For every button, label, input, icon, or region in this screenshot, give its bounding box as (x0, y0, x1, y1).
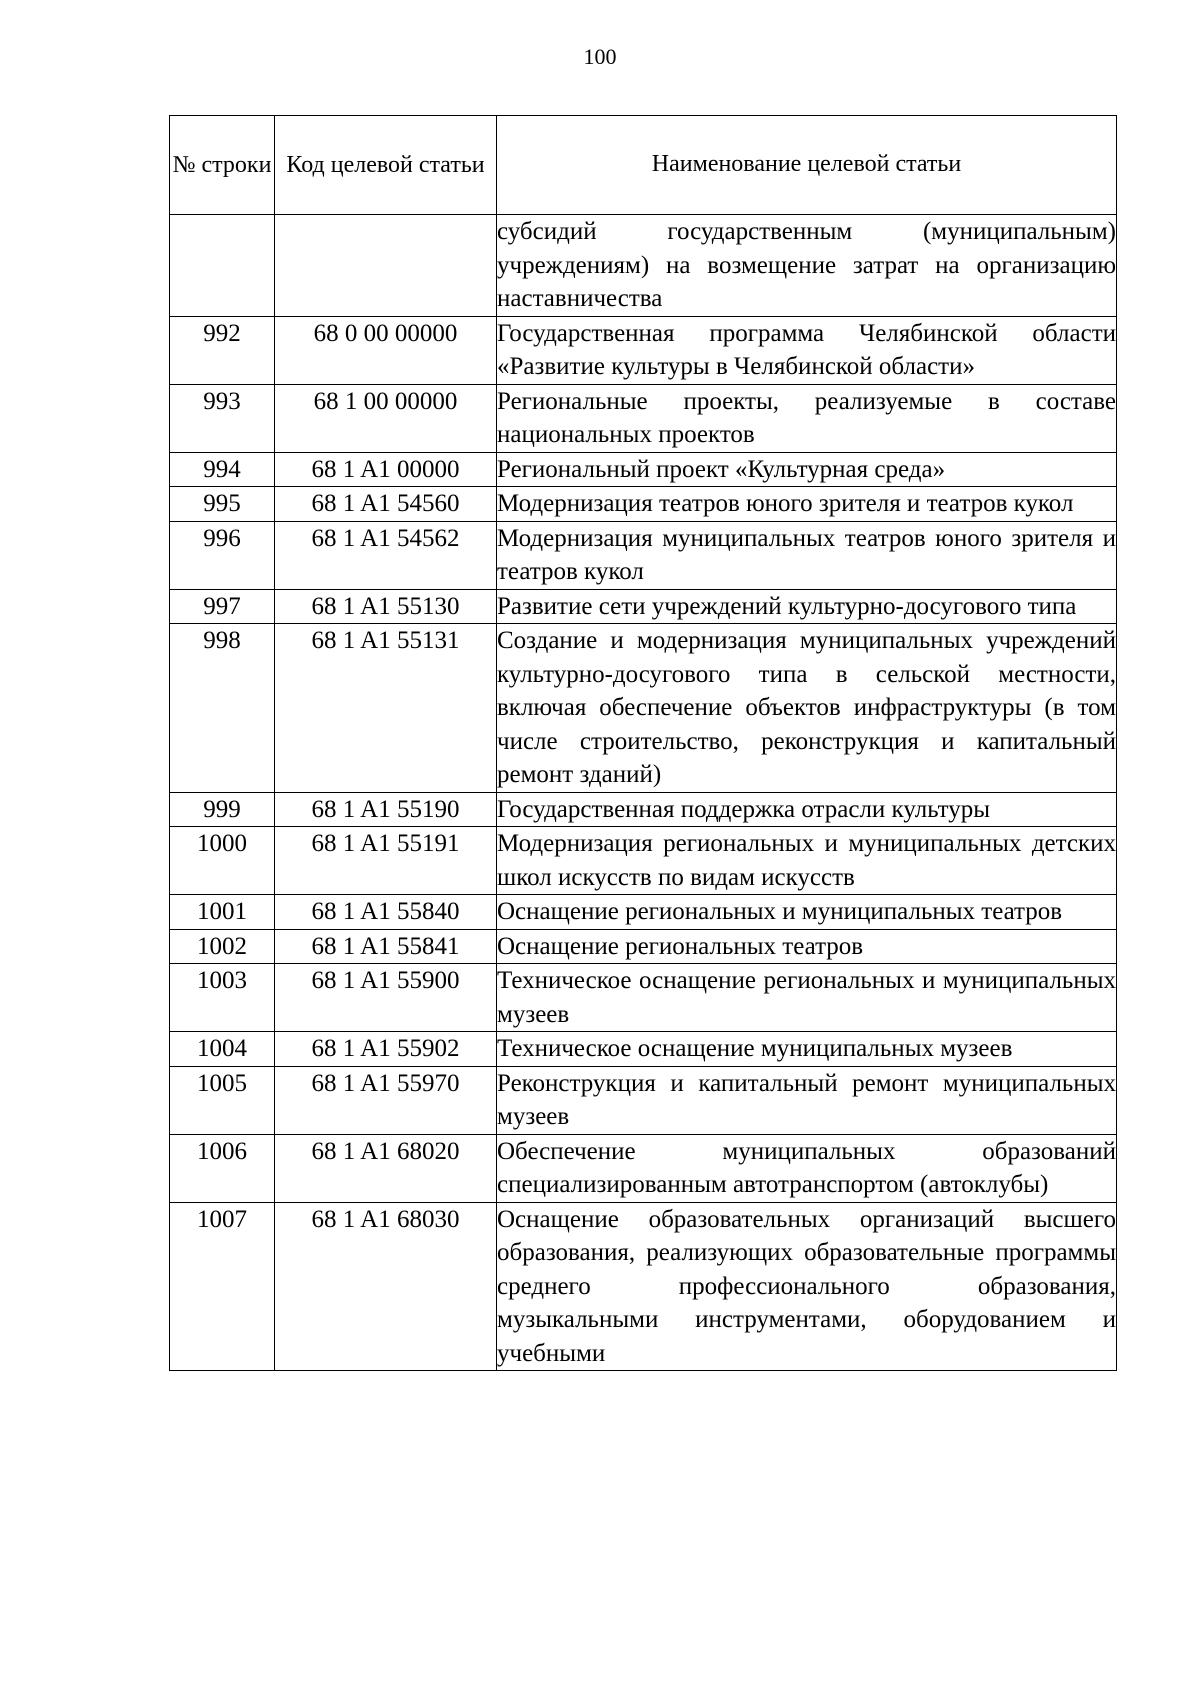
article-code-cell: 68 1 A1 55841 (275, 929, 497, 964)
row-number-cell: 1007 (170, 1202, 275, 1371)
article-code-cell: 68 0 00 00000 (275, 316, 497, 384)
article-name-cell: Региональные проекты, реализуемые в составе национальных проектов (497, 384, 1117, 452)
page-number: 100 (583, 44, 617, 69)
article-code-cell: 68 1 A1 55840 (275, 895, 497, 930)
table-row (170, 452, 1117, 487)
row-number-cell: 1001 (170, 895, 275, 930)
header-row-number: № строки (170, 116, 275, 215)
row-number-cell: 1002 (170, 929, 275, 964)
article-name-cell: Создание и модернизация муниципальных учреждений культурно-досугового типа в сельской местности, включая обеспечение объектов инфраструктуры (в том числе строительство, реконструкция и капитальный ремонт зданий) (497, 624, 1117, 793)
row-number-cell: 1006 (170, 1134, 275, 1202)
row-number-cell: 998 (170, 624, 275, 793)
table-row (170, 316, 1117, 384)
row-number-cell: 1004 (170, 1032, 275, 1067)
article-name-cell: субсидий государственным (муниципальным) учреждениям) на возмещение затрат на организацию наставничества (497, 215, 1117, 317)
table-row (170, 964, 1117, 1032)
table-row (170, 827, 1117, 895)
article-code-cell: 68 1 A1 55902 (275, 1032, 497, 1067)
article-code-cell: 68 1 A1 54560 (275, 487, 497, 522)
article-code-cell: 68 1 A1 55191 (275, 827, 497, 895)
article-name-cell: Техническое оснащение региональных и муниципальных музеев (497, 964, 1117, 1032)
table-row (170, 1134, 1117, 1202)
row-number-cell: 993 (170, 384, 275, 452)
table-row (170, 1202, 1117, 1371)
article-code-cell: 68 1 A1 55900 (275, 964, 497, 1032)
article-name-cell: Государственная программа Челябинской области «Развитие культуры в Челябинской области» (497, 316, 1117, 384)
article-name-cell: Модернизация театров юного зрителя и театров кукол (497, 487, 1117, 522)
article-name-cell: Оснащение региональных и муниципальных театров (497, 895, 1117, 930)
row-number-cell: 992 (170, 316, 275, 384)
article-name-cell: Реконструкция и капитальный ремонт муниципальных музеев (497, 1066, 1117, 1134)
table-row (170, 215, 1117, 317)
table-header-row (170, 116, 1117, 215)
header-article-code: Код целевой статьи (275, 116, 497, 215)
article-name-cell: Обеспечение муниципальных образований специализированным автотранспортом (автоклубы) (497, 1134, 1117, 1202)
article-name-cell: Техническое оснащение муниципальных музеев (497, 1032, 1117, 1067)
article-code-cell: 68 1 00 00000 (275, 384, 497, 452)
table-row (170, 384, 1117, 452)
table-row (170, 792, 1117, 827)
table-body (170, 215, 1117, 1371)
article-name-cell: Оснащение образовательных организаций высшего образования, реализующих образовательные программы среднего профессионального образования, музыкальными инструментами, оборудованием и учебными (497, 1202, 1117, 1371)
article-name-cell: Модернизация муниципальных театров юного зрителя и театров кукол (497, 521, 1117, 589)
article-name-cell: Модернизация региональных и муниципальных детских школ искусств по видам искусств (497, 827, 1117, 895)
row-number-cell: 1005 (170, 1066, 275, 1134)
table-row (170, 895, 1117, 930)
article-code-cell: 68 1 A1 55131 (275, 624, 497, 793)
table-row (170, 1032, 1117, 1067)
header-article-name: Наименование целевой статьи (497, 116, 1117, 215)
row-number-cell: 1000 (170, 827, 275, 895)
article-code-cell: 68 1 A1 00000 (275, 452, 497, 487)
article-code-cell (275, 215, 497, 317)
row-number-cell: 1003 (170, 964, 275, 1032)
article-code-cell: 68 1 A1 68030 (275, 1202, 497, 1371)
row-number-cell: 995 (170, 487, 275, 522)
table-row (170, 589, 1117, 624)
article-code-cell: 68 1 A1 68020 (275, 1134, 497, 1202)
table-row (170, 929, 1117, 964)
table-row (170, 521, 1117, 589)
article-code-cell: 68 1 A1 55130 (275, 589, 497, 624)
article-code-cell: 68 1 A1 55970 (275, 1066, 497, 1134)
article-name-cell: Региональный проект «Культурная среда» (497, 452, 1117, 487)
table-row (170, 1066, 1117, 1134)
article-name-cell: Оснащение региональных театров (497, 929, 1117, 964)
target-articles-table (169, 115, 1117, 1371)
row-number-cell (170, 215, 275, 317)
table-row (170, 487, 1117, 522)
article-name-cell: Государственная поддержка отрасли культуры (497, 792, 1117, 827)
article-code-cell: 68 1 A1 55190 (275, 792, 497, 827)
article-code-cell: 68 1 A1 54562 (275, 521, 497, 589)
row-number-cell: 994 (170, 452, 275, 487)
article-name-cell: Развитие сети учреждений культурно-досугового типа (497, 589, 1117, 624)
row-number-cell: 996 (170, 521, 275, 589)
row-number-cell: 997 (170, 589, 275, 624)
table-row (170, 624, 1117, 793)
row-number-cell: 999 (170, 792, 275, 827)
